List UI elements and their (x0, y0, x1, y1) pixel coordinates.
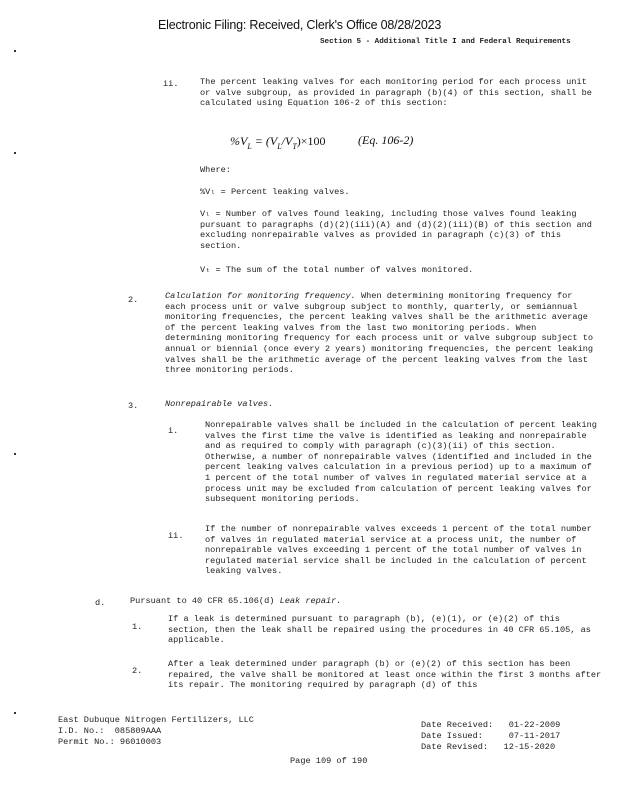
scan-speck (14, 152, 16, 154)
footer-issued-value: 07-11-2017 (508, 731, 561, 741)
footer-revised-label: Date Revised: (421, 742, 489, 752)
equation-106-2 (230, 132, 326, 151)
footer-received-value: 01-22-2009 (508, 720, 561, 730)
item-2-text: When determining monitoring frequency for each process unit or valve subgroup subject to monthly, quarterly, or semiannual monitoring frequencies, the percent leaking valves shall be the arithmetic average of the percent leaking valves from the last two monitoring periods. When determining monitoring frequency for each process unit or valve subgroup subject to annual or biennial (once every 2 years) monitoring frequencies, the percent leaking valves shall be the arithmetic average of the percent leaking valves from the last three monitoring periods. (165, 291, 594, 376)
scan-speck (14, 453, 16, 455)
equation-rhs-sub: T (292, 142, 297, 152)
footer-revised-row (421, 742, 555, 753)
footer-revised-value: 12-15-2020 (503, 742, 556, 752)
electronic-filing-stamp: Electronic Filing: Received, Clerk's Office 08/28/2023 (158, 18, 442, 32)
item-ii-text: The percent leaking valves for each monitoring period for each process unit or valve subgroup, as provided in paragraph (b)(4) of this section, shall be calculated using Equation 106-2 of this section: (200, 77, 592, 109)
footer-permit-row (58, 737, 161, 748)
footer-company: East Dubuque Nitrogen Fertilizers, LLC (58, 715, 254, 725)
equation-mid-sub: L (277, 142, 282, 152)
equation-rhs: /V (281, 134, 293, 148)
footer-permit-label: Permit No.: (58, 737, 115, 747)
footer-id-value: 085809AAA (114, 726, 162, 736)
equation-lhs: %V (230, 134, 248, 148)
scan-speck (14, 712, 16, 714)
item-3ii-marker: ii. (168, 531, 184, 541)
equation-tail: )×100 (296, 134, 326, 148)
footer-received-label: Date Received: (421, 720, 494, 730)
item-3-marker: 3. (128, 401, 139, 411)
definition-percent-leaking: %Vₗ = Percent leaking valves. (200, 187, 350, 197)
item-d1-text: If a leak is determined pursuant to paragraph (b), (e)(1), or (e)(2) of this section, then the leak shall be repaired using the procedures in 40 CFR 65.105, as applicable. (168, 614, 591, 646)
footer-permit-value: 96010003 (119, 737, 162, 747)
definition-valves-leaking: Vₗ = Number of valves found leaking, including those valves found leaking pursuant to paragraphs (d)(2)(iii)(A) and (d)(2)(iii)(B) of this section and excluding nonrepairable valves as provided in paragraph (c)(3) of this section. (200, 209, 592, 251)
item-d-text: Pursuant to 40 CFR 65.106(d) (130, 596, 280, 606)
page-number: Page 109 of 190 (290, 756, 368, 766)
equation-mid: = (V (251, 134, 278, 148)
section-header: Section 5 - Additional Title I and Federal Requirements (320, 38, 571, 46)
footer-received-row (421, 720, 560, 731)
item-d2-marker: 2. (132, 666, 143, 676)
item-2-marker: 2. (128, 295, 139, 305)
item-3i-marker: i. (168, 426, 179, 436)
definition-valves-total: Vₜ = The sum of the total number of valves monitored. (200, 265, 474, 275)
footer-issued-label: Date Issued: (421, 731, 483, 741)
item-3ii-text: If the number of nonrepairable valves exceeds 1 percent of the total number of valves in regulated material service at a process unit, the number of nonrepairable valves exceeding 1 percent of the total number of valves in regulated material service shall be included in the calculation of percent leaking valves. (205, 524, 592, 577)
item-d-title: Leak repair. (279, 596, 342, 606)
footer-id-label: I.D. No.: (58, 726, 105, 736)
item-2-title: Calculation for monitoring frequency. (165, 291, 356, 301)
item-d2-text: After a leak determined under paragraph (b) or (e)(2) of this section has been repaired, the valve shall be monitored at least once within the first 3 months after its repair. The monitoring required by paragraph (d) of this (168, 659, 602, 691)
item-3-title: Nonrepairable valves. (165, 399, 274, 409)
footer-id-row (58, 726, 161, 737)
item-d-marker: d. (95, 598, 106, 608)
item-2-paragraph (165, 291, 595, 376)
equation-lhs-sub: L (247, 142, 252, 152)
scan-speck (14, 50, 16, 52)
footer-issued-row (421, 731, 560, 742)
item-d-paragraph (130, 596, 341, 607)
equation-label: (Eq. 106-2) (358, 133, 414, 147)
item-3i-text: Nonrepairable valves shall be included in the calculation of percent leaking valves the first time the valve is identified as leaking and nonrepairable and as required to comply with paragraph (c)(3)(ii) of this section. Otherwise, a number of nonrepairable valves (identified and included in the percent leaking valves calculation in a previous period) up to a maximum of 1 percent of the total number of valves in regulated material service at a process unit may be excluded from calculation of percent leaking valves for subsequent monitoring periods. (205, 420, 597, 505)
where-label: Where: (200, 165, 231, 175)
item-ii-marker: ii. (163, 79, 179, 89)
item-d1-marker: 1. (132, 622, 143, 632)
